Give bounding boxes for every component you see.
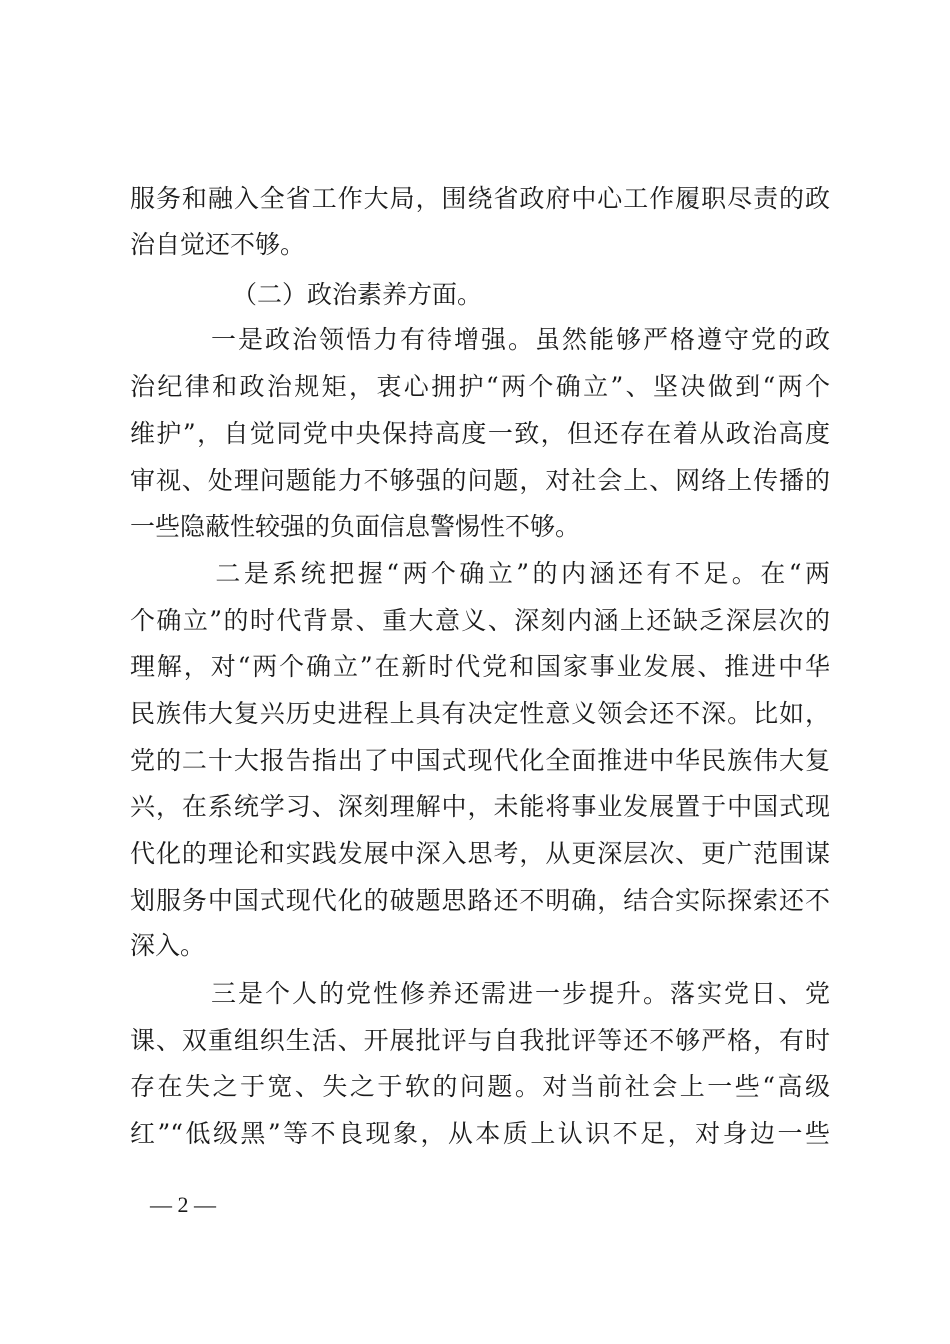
paragraph1-line-5: 一些隐蔽性较强的负面信息警惕性不够。 bbox=[130, 512, 581, 541]
paragraph2-line-9: 深入。 bbox=[130, 931, 206, 960]
paragraph2-line-5: 党的二十大报告指出了中国式现代化全面推进中华民族伟大复 bbox=[130, 746, 830, 775]
body-line-2: 治自觉还不够。 bbox=[130, 230, 306, 259]
body-line-1: 服务和融入全省工作大局，围绕省政府中心工作履职尽责的政 bbox=[130, 184, 830, 213]
paragraph3-line-2: 课、双重组织生活、开展批评与自我批评等还不够严格，有时 bbox=[130, 1026, 830, 1055]
page-number: — 2 — bbox=[150, 1192, 216, 1217]
paragraph2-line-7: 代化的理论和实践发展中深入思考，从更深层次、更广范围谋 bbox=[130, 839, 830, 868]
paragraph1-line-3: 维护”，自觉同党中央保持高度一致，但还存在着从政治高度 bbox=[130, 419, 830, 448]
paragraph2-line-3: 理解，对“两个确立”在新时代党和国家事业发展、推进中华 bbox=[130, 652, 830, 681]
paragraph2-line-1: 二是系统把握“两个确立”的内涵还有不足。在“两 bbox=[130, 559, 830, 588]
paragraph3-line-3: 存在失之于宽、失之于软的问题。对当前社会上一些“高级 bbox=[130, 1072, 830, 1101]
paragraph2-line-2: 个确立”的时代背景、重大意义、深刻内涵上还缺乏深层次的 bbox=[130, 606, 830, 635]
paragraph1-line-2: 治纪律和政治规矩，衷心拥护“两个确立”、坚决做到“两个 bbox=[130, 372, 830, 401]
paragraph1-line-4: 审视、处理问题能力不够强的问题，对社会上、网络上传播的 bbox=[130, 466, 830, 495]
paragraph2-line-8: 划服务中国式现代化的破题思路还不明确，结合实际探索还不 bbox=[130, 886, 830, 915]
paragraph1-line-1: 一是政治领悟力有待增强。虽然能够严格遵守党的政 bbox=[130, 325, 830, 354]
paragraph3-line-4: 红”“低级黑”等不良现象，从本质上认识不足，对身边一些 bbox=[130, 1119, 830, 1148]
section-heading: （二）政治素养方面。 bbox=[232, 280, 483, 309]
paragraph3-line-1: 三是个人的党性修养还需进一步提升。落实党日、党 bbox=[130, 979, 830, 1008]
paragraph2-line-6: 兴，在系统学习、深刻理解中，未能将事业发展置于中国式现 bbox=[130, 792, 830, 821]
paragraph2-line-4: 民族伟大复兴历史进程上具有决定性意义领会还不深。比如， bbox=[130, 699, 830, 728]
